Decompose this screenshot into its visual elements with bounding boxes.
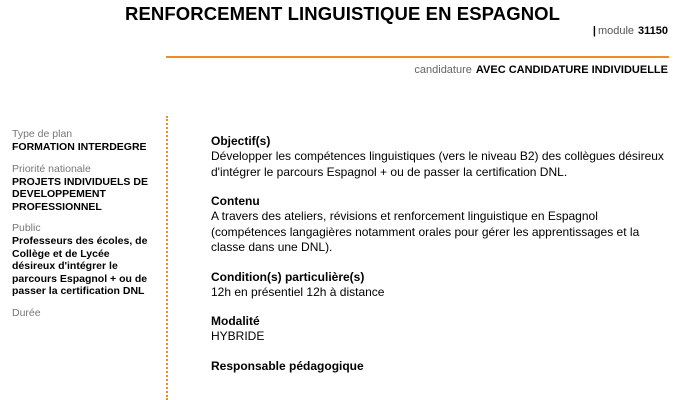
sidebar-block-priorite-nationale (12, 163, 152, 214)
sidebar-label: Priorité nationale (12, 162, 91, 175)
section-title: Responsable pédagogique (211, 358, 364, 373)
sidebar-block-public (12, 222, 152, 298)
main-content (211, 134, 671, 388)
sidebar-label: Type de plan (12, 128, 73, 140)
module-number: 31150 (638, 25, 668, 37)
module-separator: | (592, 25, 596, 37)
section-title: Objectif(s) (211, 134, 271, 148)
section-title: Contenu (211, 194, 260, 208)
sidebar-label: Durée (12, 306, 41, 319)
section-title: Condition(s) particulière(s) (211, 269, 365, 284)
section-title: Modalité (211, 314, 260, 328)
sidebar-value: Professeurs des écoles, de Collège et de Lycée désireux d'intégrer le parcours Espagnol + ou de passer la certification DNL (12, 235, 148, 297)
column-divider (166, 116, 168, 400)
module-label: module (597, 25, 635, 37)
section-modalite (211, 314, 671, 345)
section-text: Développer les compétences linguistiques (vers le niveau B2) des collègues désireux d'intégrer le parcours Espagnol + ou de passer la certification DNL. (211, 149, 664, 179)
sidebar-block-duree (12, 307, 152, 320)
candidature-value: AVEC CANDIDATURE INDIVIDUELLE (475, 64, 668, 76)
sidebar-block-type-de-plan (12, 128, 152, 154)
section-conditions (211, 270, 671, 301)
header-divider (166, 56, 669, 58)
module-reference (593, 25, 668, 37)
candidature-info (414, 64, 668, 76)
section-contenu (211, 194, 671, 256)
section-responsable (211, 359, 671, 374)
candidature-label: candidature (414, 64, 472, 76)
section-text: 12h en présentiel 12h à distance (211, 284, 385, 299)
sidebar-label: Public (12, 222, 41, 234)
sidebar (12, 128, 152, 329)
section-objectifs (211, 134, 671, 180)
document-title: RENFORCEMENT LINGUISTIQUE EN ESPAGNOL (125, 3, 561, 24)
sidebar-value: FORMATION INTERDEGRE (12, 141, 147, 153)
section-text: HYBRIDE (211, 329, 265, 343)
section-text: A travers des ateliers, révisions et renforcement linguistique en Espagnol (compétences langagières notamment orales pour gérer les apprentissages et la classe dans une DNL). (211, 209, 640, 254)
sidebar-value: PROJETS INDIVIDUELS DE DEVELOPPEMENT PROFESSIONNEL (12, 175, 148, 213)
